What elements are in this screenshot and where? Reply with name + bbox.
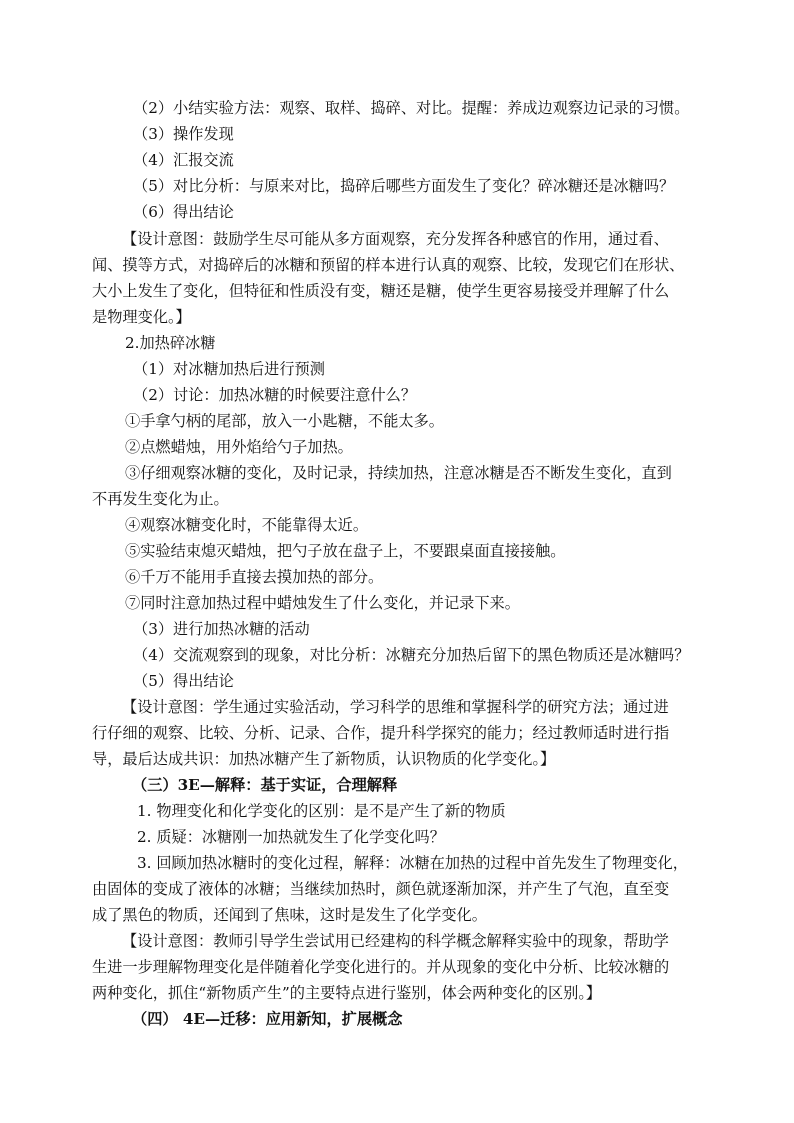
text-line: （4）交流观察到的现象，对比分析：冰糖充分加热后留下的黑色物质还是冰糖吗？ bbox=[133, 646, 690, 664]
text-line: 2. 质疑：冰糖刚一加热就发生了化学变化吗？ bbox=[137, 828, 445, 846]
section-heading: （四） 4E—迁移：应用新知，扩展概念 bbox=[132, 1010, 403, 1028]
text-line: 3. 回顾加热冰糖时的变化过程，解释：冰糖在加热的过程中首先发生了物理变化， bbox=[137, 854, 688, 872]
text-line: ③仔细观察冰糖的变化，及时记录，持续加热，注意冰糖是否不断发生变化，直到 bbox=[125, 464, 672, 482]
text-line: 成了黑色的物质，还闻到了焦味，这时是发生了化学变化。 bbox=[92, 906, 487, 924]
text-line: 是物理变化。】 bbox=[92, 308, 191, 326]
text-line: 行仔细的观察、比较、分析、记录、合作，提升科学探究的能力；经过教师适时进行指 bbox=[92, 724, 670, 742]
text-line: （4）汇报交流 bbox=[133, 151, 234, 169]
section-heading: （三）3E—解释：基于实证，合理解释 bbox=[132, 776, 398, 794]
text-line: （5）对比分析：与原来对比，捣碎后哪些方面发生了变化？碎冰糖还是冰糖吗？ bbox=[133, 177, 675, 195]
text-line: （3）进行加热冰糖的活动 bbox=[133, 620, 310, 638]
text-line: （5）得出结论 bbox=[133, 672, 234, 690]
text-line: （2）讨论：加热冰糖的时候要注意什么？ bbox=[133, 386, 417, 404]
text-line: （6）得出结论 bbox=[133, 203, 234, 221]
text-line: ⑦同时注意加热过程中蜡烛发生了什么变化，并记录下来。 bbox=[125, 594, 520, 612]
text-line: （1）对冰糖加热后进行预测 bbox=[133, 360, 325, 378]
text-line: 【设计意图：教师引导学生尝试用已经建构的科学概念解释实验中的现象，帮助学 bbox=[122, 932, 669, 950]
text-line: ④观察冰糖变化时，不能靠得太近。 bbox=[125, 516, 368, 534]
text-line: 导，最后达成共识：加热冰糖产生了新物质，认识物质的化学变化。】 bbox=[92, 750, 556, 768]
text-line: 两种变化，抓住“新物质产生”的主要特点进行鉴别，体会两种变化的区别。】 bbox=[92, 984, 602, 1002]
text-line: （2）小结实验方法：观察、取样、捣碎、对比。提醒：养成边观察边记录的习惯。 bbox=[133, 99, 690, 117]
text-line: 闻、摸等方式，对捣碎后的冰糖和预留的样本进行认真的观察、比较，发现它们在形状、 bbox=[92, 256, 685, 274]
text-line: 1. 物理变化和化学变化的区别：是不是产生了新的物质 bbox=[137, 802, 506, 820]
text-line: 生进一步理解物理变化是伴随着化学变化进行的。并从现象的变化中分析、比较冰糖的 bbox=[92, 958, 670, 976]
text-line: ②点燃蜡烛，用外焰给勺子加热。 bbox=[125, 438, 353, 456]
text-line: ⑥千万不能用手直接去摸加热的部分。 bbox=[125, 568, 384, 586]
text-line: 不再发生变化为止。 bbox=[92, 490, 229, 508]
text-line: ①手拿勺柄的尾部，放入一小匙糖，不能太多。 bbox=[125, 412, 444, 430]
text-line: 由固体的变成了液体的冰糖；当继续加热时，颜色就逐渐加深，并产生了气泡，直至变 bbox=[92, 880, 670, 898]
text-line: ⑤实验结束熄灭蜡烛，把勺子放在盘子上，不要跟桌面直接接触。 bbox=[125, 542, 566, 560]
text-line: 【设计意图：鼓励学生尽可能从多方面观察，充分发挥各种感官的作用，通过看、 bbox=[122, 230, 669, 248]
text-line: （3）操作发现 bbox=[133, 125, 234, 143]
text-line: 【设计意图：学生通过实验活动，学习科学的思维和掌握科学的研究方法；通过进 bbox=[122, 698, 669, 716]
text-line: 大小上发生了变化，但特征和性质没有变，糖还是糖，使学生更容易接受并理解了什么 bbox=[92, 282, 670, 300]
text-line: 2.加热碎冰糖 bbox=[125, 334, 216, 352]
